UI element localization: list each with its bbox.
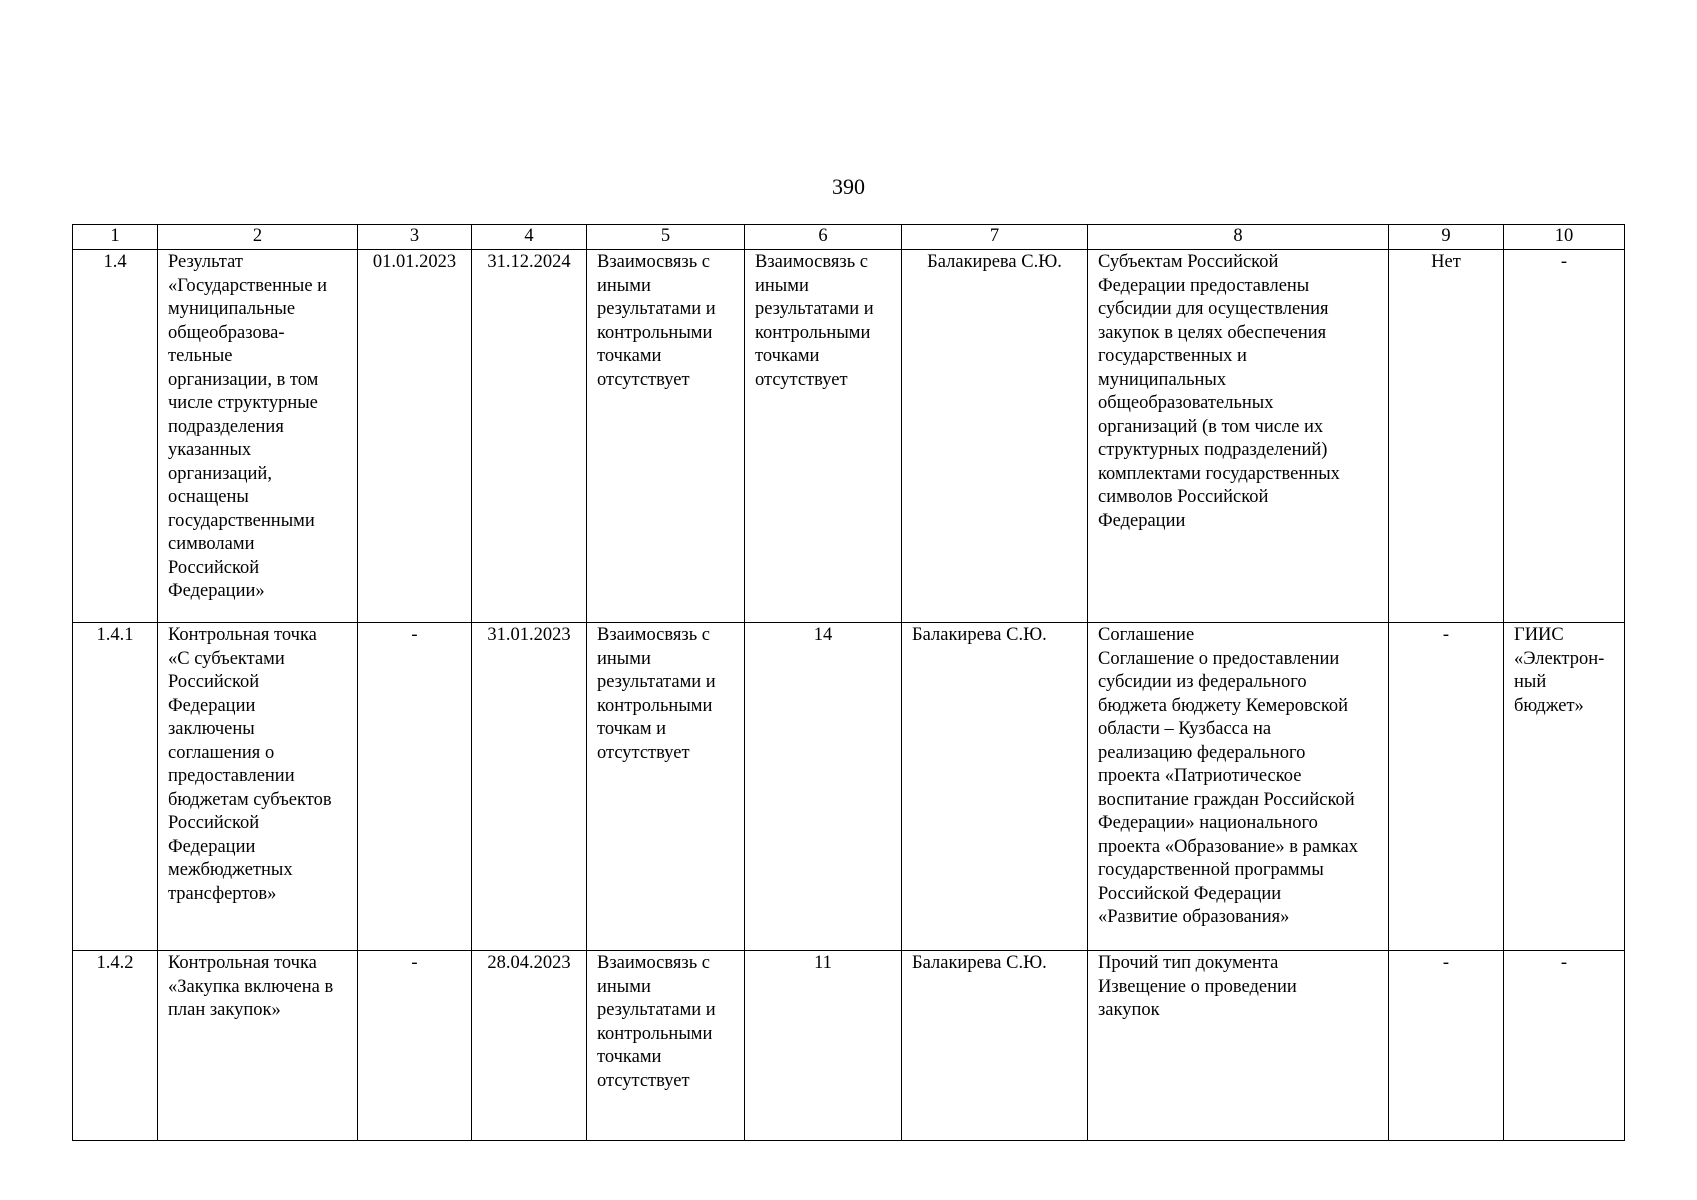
cell-text-line: символами bbox=[168, 534, 255, 554]
successor-cell bbox=[745, 250, 902, 623]
column-9-cell: - bbox=[1389, 623, 1504, 951]
cell-text-line: Российской bbox=[168, 813, 260, 833]
cell-text-line: оснащены bbox=[168, 487, 249, 507]
name-cell bbox=[158, 250, 358, 623]
cell-text-line: указанных bbox=[168, 440, 252, 460]
name-cell bbox=[158, 951, 358, 1141]
cell-text-line: контрольными bbox=[597, 1023, 713, 1044]
cell-text-line: Федерации» bbox=[168, 581, 265, 601]
header-cell: 2 bbox=[158, 225, 358, 250]
cell-text-line: отсутствует bbox=[597, 369, 690, 390]
cell-text-line: структурных подразделений) bbox=[1098, 440, 1328, 460]
cell-text-line: организаций (в том числе их bbox=[1098, 416, 1324, 437]
responsible-cell: Балакирева С.Ю. bbox=[902, 951, 1088, 1141]
cell-text-line: контрольными bbox=[755, 322, 871, 343]
cell-text-line: контрольными bbox=[597, 322, 713, 343]
cell-text-line: иными bbox=[597, 976, 651, 997]
cell-text-line: бюджет» bbox=[1514, 695, 1584, 716]
header-cell: 3 bbox=[358, 225, 472, 250]
cell-text-line: Федерации» национального bbox=[1098, 813, 1318, 833]
cell-text-line: иными bbox=[597, 648, 651, 669]
responsible-cell: Балакирева С.Ю. bbox=[902, 250, 1088, 623]
cell-text-line: Федерации bbox=[1098, 510, 1186, 531]
cell-text-line: Взаимосвязь с bbox=[597, 953, 710, 973]
cell-text-line: воспитание граждан Российской bbox=[1098, 789, 1355, 810]
column-9-cell: Нет bbox=[1389, 250, 1504, 623]
cell-text-line: отсутствует bbox=[755, 369, 848, 390]
responsible-cell: Балакирева С.Ю. bbox=[902, 623, 1088, 951]
schedule-table bbox=[72, 224, 1625, 1141]
successor-cell bbox=[745, 623, 902, 951]
cell-text-line: Российской bbox=[168, 557, 260, 578]
header-cell: 5 bbox=[587, 225, 745, 250]
predecessor-cell bbox=[587, 951, 745, 1141]
table-row bbox=[73, 623, 1625, 951]
page-number: 390 bbox=[832, 174, 865, 199]
cell-text-line: 11 bbox=[814, 953, 832, 973]
table-row bbox=[73, 951, 1625, 1141]
cell-text-line: трансфертов» bbox=[168, 883, 277, 904]
cell-text-line: результатами и bbox=[597, 299, 716, 319]
cell-text-line: бюджета бюджету Кемеровской bbox=[1098, 695, 1349, 716]
name-cell bbox=[158, 623, 358, 951]
document-cell bbox=[1088, 951, 1389, 1141]
cell-text-line: «Государственные и bbox=[168, 275, 328, 296]
cell-text-line: «Электрон- bbox=[1514, 648, 1605, 669]
cell-text-line: Взаимосвязь с bbox=[597, 625, 710, 645]
cell-text-line: точками bbox=[597, 1047, 662, 1067]
cell-text-line: 14 bbox=[813, 625, 833, 645]
cell-text-line: комплектами государственных bbox=[1098, 463, 1340, 484]
start-date-cell: - bbox=[358, 951, 472, 1141]
cell-text-line: Российской bbox=[168, 672, 260, 692]
cell-text-line: подразделения bbox=[168, 416, 284, 437]
cell-text-line: Соглашение bbox=[1098, 625, 1195, 645]
start-date-cell: - bbox=[358, 623, 472, 951]
cell-text-line: организации, в том bbox=[168, 369, 319, 390]
cell-text-line: ГИИС bbox=[1514, 625, 1564, 645]
cell-text-line: заключены bbox=[168, 719, 255, 739]
cell-text-line: ный bbox=[1514, 672, 1547, 692]
cell-text-line: Федерации bbox=[168, 695, 256, 716]
cell-text-line: субсидии для осуществления bbox=[1098, 299, 1329, 319]
row-number-cell: 1.4 bbox=[73, 250, 158, 623]
cell-text-line: отсутствует bbox=[597, 742, 690, 763]
cell-text-line: области – Кузбасса на bbox=[1098, 719, 1272, 739]
cell-text-line: проекта «Образование» в рамках bbox=[1098, 836, 1358, 857]
cell-text-line: Федерации предоставлены bbox=[1098, 275, 1310, 296]
cell-text-line: организаций, bbox=[168, 463, 272, 484]
column-9-cell: - bbox=[1389, 951, 1504, 1141]
start-date-cell: 01.01.2023 bbox=[358, 250, 472, 623]
cell-text-line: Субъектам Российской bbox=[1098, 252, 1279, 272]
end-date-cell: 31.12.2024 bbox=[472, 250, 587, 623]
cell-text-line: общеобразова- bbox=[168, 322, 285, 343]
cell-text-line: иными bbox=[755, 275, 809, 296]
cell-text-line: предоставлении bbox=[168, 766, 295, 786]
cell-text-line: Результат bbox=[168, 252, 243, 272]
cell-text-line: точкам и bbox=[597, 719, 667, 739]
cell-text-line: числе структурные bbox=[168, 393, 318, 413]
cell-text-line: проекта «Патриотическое bbox=[1098, 766, 1302, 786]
header-cell: 6 bbox=[745, 225, 902, 250]
cell-text-line: символов Российской bbox=[1098, 487, 1269, 507]
cell-text-line: общеобразовательных bbox=[1098, 393, 1274, 413]
end-date-cell: 31.01.2023 bbox=[472, 623, 587, 951]
cell-text-line: Извещение о проведении bbox=[1098, 976, 1297, 997]
cell-text-line: закупок в целях обеспечения bbox=[1098, 322, 1327, 343]
cell-text-line: тельные bbox=[168, 346, 233, 366]
cell-text-line: Федерации bbox=[168, 836, 256, 857]
predecessor-cell bbox=[587, 250, 745, 623]
end-date-cell: 28.04.2023 bbox=[472, 951, 587, 1141]
cell-text-line: результатами и bbox=[597, 672, 716, 692]
table-header-row bbox=[73, 225, 1625, 250]
row-number-cell: 1.4.2 bbox=[73, 951, 158, 1141]
cell-text-line: закупок bbox=[1098, 1000, 1160, 1020]
cell-text-line: «С субъектами bbox=[168, 648, 285, 669]
successor-cell bbox=[745, 951, 902, 1141]
cell-text-line: бюджетам субъектов bbox=[168, 789, 332, 810]
cell-text-line: «Закупка включена в bbox=[168, 976, 334, 997]
header-cell: 9 bbox=[1389, 225, 1504, 250]
cell-text-line: отсутствует bbox=[597, 1070, 690, 1091]
cell-text-line: Контрольная точка bbox=[168, 625, 317, 645]
document-cell bbox=[1088, 250, 1389, 623]
header-cell: 1 bbox=[73, 225, 158, 250]
cell-text-line: реализацию федерального bbox=[1098, 742, 1306, 763]
header-cell: 10 bbox=[1504, 225, 1625, 250]
cell-text-line: результатами и bbox=[755, 299, 874, 319]
cell-text-line: Взаимосвязь с bbox=[597, 252, 710, 272]
cell-text-line: точками bbox=[755, 346, 820, 366]
cell-text-line: государственными bbox=[168, 510, 315, 531]
cell-text-line: межбюджетных bbox=[168, 860, 293, 880]
cell-text-line: муниципальные bbox=[168, 299, 296, 319]
cell-text-line: план закупок» bbox=[168, 1000, 281, 1020]
cell-text-line: Прочий тип документа bbox=[1098, 953, 1279, 973]
cell-text-line: результатами и bbox=[597, 1000, 716, 1020]
cell-text-line: соглашения о bbox=[168, 742, 275, 763]
header-cell: 8 bbox=[1088, 225, 1389, 250]
cell-text-line: Контрольная точка bbox=[168, 953, 317, 973]
cell-text-line: субсидии из федерального bbox=[1098, 672, 1307, 692]
cell-text-line: контрольными bbox=[597, 695, 713, 716]
cell-text-line: Российской Федерации bbox=[1098, 883, 1282, 904]
table-row bbox=[73, 250, 1625, 623]
cell-text-line: точками bbox=[597, 346, 662, 366]
cell-text-line: муниципальных bbox=[1098, 369, 1227, 390]
document-cell bbox=[1088, 623, 1389, 951]
header-cell: 7 bbox=[902, 225, 1088, 250]
cell-text-line: - bbox=[1560, 252, 1568, 272]
predecessor-cell bbox=[587, 623, 745, 951]
cell-text-line: государственной программы bbox=[1098, 860, 1324, 880]
cell-text-line: государственных и bbox=[1098, 346, 1247, 366]
row-number-cell: 1.4.1 bbox=[73, 623, 158, 951]
information-system-cell bbox=[1504, 250, 1625, 623]
cell-text-line: Взаимосвязь с bbox=[755, 252, 868, 272]
information-system-cell bbox=[1504, 951, 1625, 1141]
cell-text-line: «Развитие образования» bbox=[1098, 907, 1290, 927]
cell-text-line: - bbox=[1560, 953, 1568, 973]
cell-text-line: иными bbox=[597, 275, 651, 296]
cell-text-line: Соглашение о предоставлении bbox=[1098, 648, 1340, 669]
header-cell: 4 bbox=[472, 225, 587, 250]
information-system-cell bbox=[1504, 623, 1625, 951]
